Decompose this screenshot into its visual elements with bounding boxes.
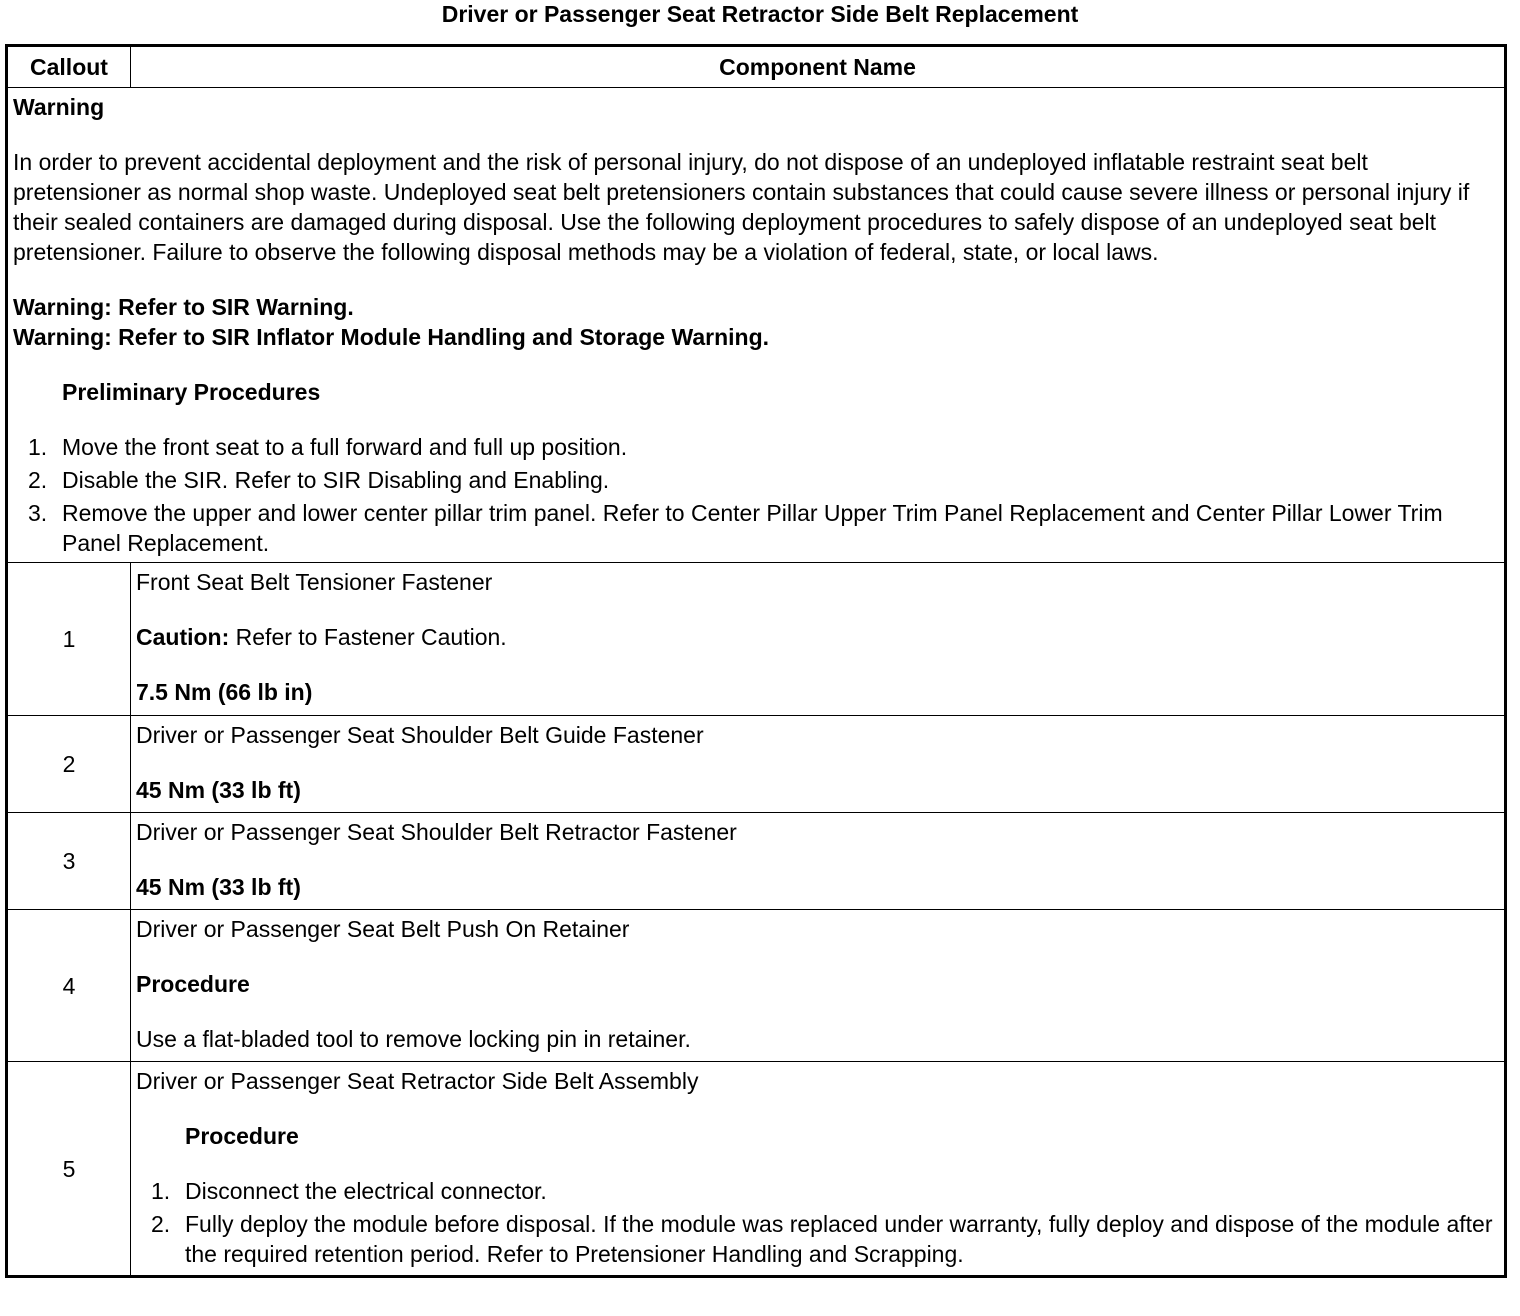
list-item: 3. Remove the upper and lower center pillar trim panel. Refer to Center Pillar Upper Trim Panel Replacement and Center Pillar Lower Trim Panel Replacement. <box>28 500 1443 556</box>
component-cell <box>131 910 1506 1062</box>
sir-warning: Warning: Refer to SIR Warning. <box>13 294 354 320</box>
callout-cell: 3 <box>7 813 131 910</box>
warning-row <box>7 88 1506 563</box>
preliminary-steps-list <box>13 432 1499 558</box>
sir-inflator-warning: Warning: Refer to SIR Inflator Module Handling and Storage Warning. <box>13 324 770 350</box>
list-item: 1. Move the front seat to a full forward and full up position. <box>28 434 628 460</box>
callout-cell: 4 <box>7 910 131 1062</box>
component-name: Driver or Passenger Seat Shoulder Belt Retractor Fastener <box>136 819 737 845</box>
list-item: 2. Disable the SIR. Refer to SIR Disabling and Enabling. <box>28 467 610 493</box>
component-name: Driver or Passenger Seat Belt Push On Retainer <box>136 916 630 942</box>
preliminary-procedures-heading: Preliminary Procedures <box>62 379 321 405</box>
component-cell <box>131 813 1506 910</box>
caution-label: Caution: <box>136 624 230 650</box>
warning-heading: Warning <box>13 94 105 120</box>
component-cell <box>131 1062 1506 1277</box>
table-row <box>7 563 1506 716</box>
procedure-heading: Procedure <box>136 971 250 997</box>
callout-cell: 1 <box>7 563 131 716</box>
component-table <box>5 44 1507 1278</box>
table-row <box>7 910 1506 1062</box>
warning-cell <box>7 88 1506 563</box>
header-component-name: Component Name <box>131 46 1506 88</box>
table-row <box>7 813 1506 910</box>
torque-spec: 45 Nm (33 lb ft) <box>136 874 301 900</box>
procedure-text: Use a flat-bladed tool to remove locking pin in retainer. <box>136 1026 691 1052</box>
component-name: Driver or Passenger Seat Retractor Side Belt Assembly <box>136 1068 699 1094</box>
component-cell <box>131 716 1506 813</box>
callout-cell: 2 <box>7 716 131 813</box>
table-row <box>7 1062 1506 1277</box>
caution-line <box>136 622 1499 652</box>
warning-body: In order to prevent accidental deployment and the risk of personal injury, do not dispose of an undeployed inflatable restraint seat belt pretensioner as normal shop waste. Undeployed seat belt pretensioners contain substances that could cause severe illness or personal injury if their sealed containers are damaged during disposal. Use the following deployment procedures to safely dispose of an undeployed seat belt pretensioner. Failure to observe the following disposal methods may be a violation of federal, state, or local laws. <box>13 149 1470 265</box>
component-name: Driver or Passenger Seat Shoulder Belt Guide Fastener <box>136 722 704 748</box>
header-callout: Callout <box>7 46 131 88</box>
procedure-heading: Procedure <box>185 1123 299 1149</box>
list-item: 2. Fully deploy the module before disposal. If the module was replaced under warranty, fully deploy and dispose of the module after the required retention period. Refer to Pretensioner Handling and Scrapping. <box>151 1211 1493 1267</box>
procedure-steps-list <box>136 1176 1499 1269</box>
component-name: Front Seat Belt Tensioner Fastener <box>136 569 493 595</box>
component-cell <box>131 563 1506 716</box>
torque-spec: 7.5 Nm (66 lb in) <box>136 679 313 705</box>
page-title: Driver or Passenger Seat Retractor Side Belt Replacement <box>441 1 1079 27</box>
caution-text: Refer to Fastener Caution. <box>229 624 507 650</box>
list-item: 1. Disconnect the electrical connector. <box>151 1178 547 1204</box>
callout-cell: 5 <box>7 1062 131 1277</box>
table-header-row <box>7 46 1506 88</box>
table-row <box>7 716 1506 813</box>
torque-spec: 45 Nm (33 lb ft) <box>136 777 301 803</box>
